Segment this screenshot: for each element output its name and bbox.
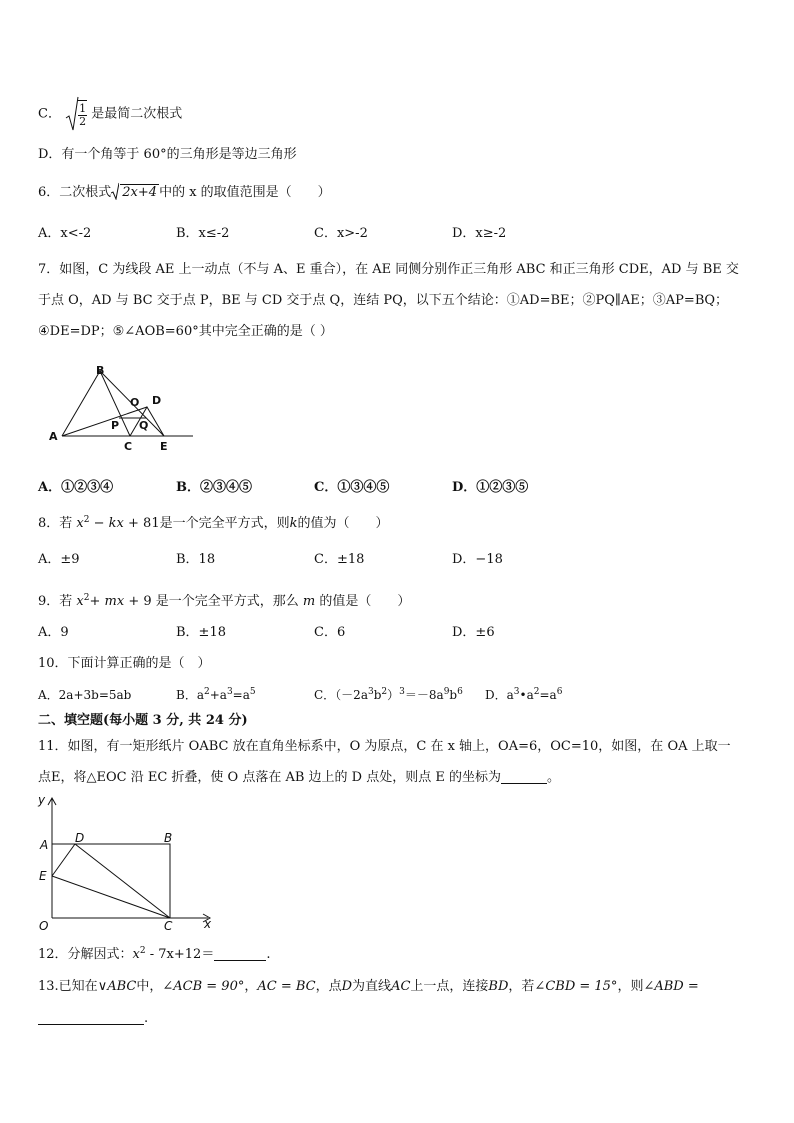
q13-end: . bbox=[144, 1011, 149, 1026]
fig11-label-c: C bbox=[164, 919, 173, 933]
q8-kx: kx bbox=[108, 516, 124, 531]
q13-angle-acb: ∠ACB = 90° bbox=[162, 979, 245, 994]
q9-suffix: 的值是（ ） bbox=[315, 594, 411, 609]
fig11-label-e: E bbox=[39, 869, 47, 883]
q13-p6: 上一点，连接 bbox=[410, 979, 489, 994]
q10b-part2: +a bbox=[209, 688, 227, 702]
radical-sign bbox=[111, 182, 119, 200]
q8-prefix: 8．若 bbox=[38, 516, 73, 531]
fig7-label-e: E bbox=[160, 440, 168, 453]
question-6 bbox=[38, 182, 331, 202]
q13-p2: 中， bbox=[136, 979, 163, 994]
q9-option-a: A．9 bbox=[38, 625, 69, 640]
q10c-part3: ） bbox=[387, 688, 400, 702]
q13-p3: ， bbox=[244, 979, 258, 994]
q10c-exp2: 2 bbox=[381, 687, 388, 697]
q10c-exp5: 6 bbox=[457, 687, 463, 697]
q10d-exp2: 2 bbox=[533, 687, 540, 697]
fig7-label-p: P bbox=[111, 419, 120, 432]
q13-p1: 13.已知在 bbox=[38, 979, 98, 994]
q7-option-b: B．②③④⑤ bbox=[176, 480, 252, 495]
question-12: 12．分解因式：$x^2 - 7x+12=$ . bbox=[38, 946, 271, 962]
q13-p5: 为直线 bbox=[352, 979, 392, 994]
q8-suffix: 的值为（ ） bbox=[297, 516, 389, 531]
option-d-line: D．有一个角等于 60°的三角形是等边三角形 bbox=[38, 147, 297, 162]
q10c-part2: b bbox=[373, 688, 382, 702]
q12-x: x bbox=[132, 947, 140, 962]
q11-line-2-end: 。 bbox=[547, 770, 561, 785]
q12-prefix: 12．分解因式： bbox=[38, 947, 133, 962]
fig7-label-b: B bbox=[96, 364, 105, 377]
q10-option-a: A．2a+3b=5ab bbox=[38, 688, 132, 702]
q6-sqrt bbox=[111, 182, 159, 202]
question-13 bbox=[38, 978, 699, 996]
q10b-exp3: 5 bbox=[249, 687, 256, 697]
q8-option-b: B．18 bbox=[176, 552, 216, 567]
q8-option-c: C．±18 bbox=[314, 552, 365, 567]
question-8: 8．若 $x^2$ − kx + 81是一个完全平方式，则k的值为（ ） bbox=[38, 515, 389, 531]
frac-numerator: 1 bbox=[79, 102, 87, 115]
q9-option-c: C．6 bbox=[314, 625, 346, 640]
q6-suffix: 中的 x 的取值范围是（ ） bbox=[159, 185, 331, 200]
q10c-exp1: 3 bbox=[367, 687, 374, 697]
fig7-label-c: C bbox=[124, 440, 133, 453]
fig11-label-d: D bbox=[75, 831, 85, 845]
radical-sign bbox=[65, 96, 79, 132]
q10c-part5: b bbox=[449, 688, 458, 702]
q10d-part2: •a bbox=[519, 688, 534, 702]
q13-angle-cbd: ∠CBD = 15° bbox=[534, 979, 618, 994]
q11-answer-blank[interactable] bbox=[501, 769, 547, 784]
q6-prefix: 6．二次根式 bbox=[38, 185, 112, 200]
fig7-label-o: O bbox=[130, 396, 140, 409]
q6-option-c: C．x>-2 bbox=[314, 226, 368, 241]
q6-option-d: D．x≥-2 bbox=[452, 226, 507, 241]
q9-plus: + bbox=[89, 594, 105, 609]
q13-line-ac: AC bbox=[391, 979, 411, 994]
q13-answer-line bbox=[38, 1010, 148, 1028]
fig7-label-a: A bbox=[49, 430, 58, 443]
q13-answer-blank[interactable] bbox=[38, 1010, 144, 1025]
q13-p4: ，点 bbox=[315, 979, 342, 994]
q8-option-a: A．±9 bbox=[38, 552, 80, 567]
q6-radicand: 2x+4 bbox=[122, 185, 158, 200]
q9-m: m bbox=[302, 594, 316, 609]
q9-x: x bbox=[76, 594, 84, 609]
q12-rest: - 7x+12＝ bbox=[145, 947, 215, 962]
q11-line-2-text: 点E，将△EOC 沿 EC 折叠，使 O 点落在 AB 边上的 D 点处，则点 E 的坐标为 bbox=[38, 770, 501, 785]
q8-option-d: D．−18 bbox=[452, 552, 503, 567]
q13-angle-abd: ∠ABD = bbox=[643, 979, 699, 994]
q10d-exp1: 3 bbox=[513, 687, 520, 697]
q9-option-b: B．±18 bbox=[176, 625, 226, 640]
question-9: 9．若 $x^2+$ mx + 9 是一个完全平方式，那么 m 的值是（ ） bbox=[38, 593, 411, 609]
q7-line-1: 7．如图，C 为线段 AE 上一动点（不与 A、E 重合），在 AE 同侧分别作正三角形 ABC 和正三角形 CDE，AD 与 BE 交 bbox=[38, 262, 739, 277]
q9-prefix: 9．若 bbox=[38, 594, 77, 609]
q10b-part3: =a bbox=[232, 688, 250, 702]
q8-const: + 81 bbox=[123, 516, 160, 531]
q10-option-b bbox=[176, 686, 256, 704]
option-c-label: C． bbox=[38, 106, 61, 122]
q11-figure bbox=[34, 792, 224, 934]
q11-line-2 bbox=[38, 769, 560, 787]
option-c-text: 是最简二次根式 bbox=[91, 106, 183, 122]
fig11-label-y: y bbox=[38, 793, 46, 807]
q10-option-d bbox=[485, 686, 562, 704]
q13-ac-bc: AC = BC bbox=[257, 979, 316, 994]
frac-denominator: 2 bbox=[79, 115, 87, 128]
fig11-label-b: B bbox=[164, 831, 173, 845]
q8-k: k bbox=[289, 516, 298, 531]
q6-option-a: A．x<-2 bbox=[38, 226, 92, 241]
q7-line-2: 于点 O，AD 与 BC 交于点 P，BE 与 CD 交于点 Q，连结 PQ，以下五个结论：①AD=BE；②PQ∥AE；③AP=BQ； bbox=[38, 293, 729, 308]
q8-mid: 是一个完全平方式，则 bbox=[159, 516, 290, 531]
q9-mx: mx bbox=[104, 594, 125, 609]
q12-end: . bbox=[266, 947, 271, 962]
q13-bd: BD bbox=[488, 979, 509, 994]
q10b-exp2: 3 bbox=[226, 687, 233, 697]
fig11-label-x: x bbox=[204, 917, 212, 931]
fig7-label-q: Q bbox=[139, 419, 149, 432]
q10c-part4: ＝－8a bbox=[404, 688, 444, 702]
q7-figure bbox=[45, 362, 200, 454]
sqrt-fraction bbox=[65, 96, 87, 132]
q13-p7: ，若 bbox=[508, 979, 535, 994]
q7-option-a: A．①②③④ bbox=[38, 480, 114, 495]
q13-p8: ，则 bbox=[617, 979, 644, 994]
q8-x: x bbox=[76, 516, 84, 531]
fig11-label-a: A bbox=[40, 838, 49, 852]
q13-triangle: ∨ABC bbox=[97, 979, 137, 994]
q12-answer-blank[interactable] bbox=[214, 946, 266, 961]
q10b-exp1: 2 bbox=[203, 687, 210, 697]
q7-option-d: D．①②③⑤ bbox=[452, 480, 529, 495]
q10-option-c bbox=[314, 686, 463, 704]
q8-minus: − bbox=[89, 516, 109, 531]
q10d-exp3: 6 bbox=[556, 687, 563, 697]
q10c-exp4: 9 bbox=[443, 687, 450, 697]
fig11-label-o: O bbox=[39, 919, 49, 933]
q9-option-d: D．±6 bbox=[452, 625, 495, 640]
q6-option-b: B．x≤-2 bbox=[176, 226, 230, 241]
q9-mid: + 9 是一个完全平方式，那么 bbox=[124, 594, 303, 609]
q10d-part1: D．a bbox=[485, 688, 514, 702]
fig7-label-d: D bbox=[152, 394, 162, 407]
q13-point-d: D bbox=[341, 979, 353, 994]
q7-line-3: ④DE=DP；⑤∠AOB=60°其中完全正确的是（ ） bbox=[38, 324, 333, 339]
section-2-heading: 二、填空题(每小题 3 分, 共 24 分) bbox=[38, 713, 248, 728]
q11-line-1: 11．如图，有一矩形纸片 OABC 放在直角坐标系中，O 为原点，C 在 x 轴上，OA=6，OC=10，如图，在 OA 上取一 bbox=[38, 739, 731, 754]
option-c-line bbox=[38, 96, 182, 132]
q10c-exp3: 3 bbox=[399, 687, 405, 697]
q10d-part3: =a bbox=[539, 688, 557, 702]
q7-option-c: C．①③④⑤ bbox=[314, 480, 390, 495]
question-10: 10．下面计算正确的是（ ） bbox=[38, 656, 211, 671]
q10b-part1: B．a bbox=[176, 688, 204, 702]
q10c-part1: C．（－2a bbox=[314, 688, 368, 702]
